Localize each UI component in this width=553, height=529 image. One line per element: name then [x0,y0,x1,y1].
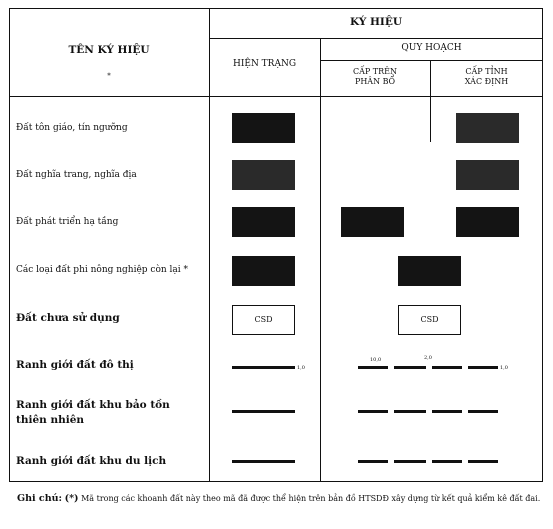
tourism-boundary-dash-4 [468,460,498,463]
urban-boundary-line-current [232,366,295,369]
swatch-infrastructure-province [456,207,519,237]
swatch-religion-current [232,113,295,143]
row-label-other-nonagri: Các loại đất phi nông nghiệp còn lại * [16,265,189,275]
urban-boundary-dash-2 [394,366,426,369]
urban-dim-b: 2,0 [424,355,432,361]
row-label-tourism-boundary: Ranh giới đất khu du lịch [16,455,167,467]
tourism-boundary-dash-1 [358,460,388,463]
header-province-line1: CẤP TỈNH [465,67,508,76]
urban-dim-current: 1,0 [297,365,305,371]
header-upper [320,67,430,87]
row-label-conservation-boundary [16,398,170,428]
tourism-boundary-dash-2 [394,460,426,463]
swatch-infrastructure-current [232,207,295,237]
urban-dim-a: 10,0 [370,357,382,363]
tourism-boundary-line-current [232,460,295,463]
row-label-conservation-line1: Ranh giới đất khu bảo tồn [16,399,170,411]
header-upper-line1: CẤP TRÊN [352,67,398,76]
footnote-text: Mã trong các khoanh đất này theo mã đã được thể hiện trên bản đồ HTSDĐ xây dựng từ kết quả kiểm kê đất đai. [81,494,541,503]
conservation-boundary-dash-1 [358,410,388,413]
row-label-conservation-line2: thiên nhiên [16,414,85,426]
footnote-prefix: Ghi chú: [17,493,63,504]
footnote-mark: (*) [64,493,79,504]
row-divider-planning [320,60,543,61]
row-divider-symbol [209,38,543,39]
urban-boundary-dash-1 [358,366,388,369]
csd-box-current: CSD [232,305,295,335]
row-label-cemetery: Đất nghĩa trang, nghĩa địa [16,170,137,180]
header-name-mark: * [107,72,111,80]
header-current: HIỆN TRẠNG [232,59,297,69]
col-divider-current [320,38,321,482]
header-province [430,67,543,87]
conservation-boundary-line-current [232,410,295,413]
swatch-religion-province [456,113,519,143]
header-name: TÊN KÝ HIỆU [68,44,150,56]
header-symbol: KÝ HIỆU [350,16,402,28]
conservation-boundary-dash-4 [468,410,498,413]
col-divider-name [209,8,210,482]
header-upper-line2: PHÂN BỔ [354,77,396,86]
swatch-infrastructure-upper [341,207,404,237]
conservation-boundary-dash-2 [394,410,426,413]
csd-box-planning: CSD [398,305,461,335]
header-planning: QUY HOẠCH [401,43,462,53]
row-label-religion: Đất tôn giáo, tín ngưỡng [16,123,128,133]
swatch-other-current [232,256,295,286]
urban-boundary-dash-4 [468,366,498,369]
swatch-cemetery-province [456,160,519,190]
tourism-boundary-dash-3 [432,460,462,463]
urban-dim-end: 1,0 [500,365,508,371]
urban-boundary-dash-3 [432,366,462,369]
footnote [17,493,540,504]
swatch-cemetery-current [232,160,295,190]
row-label-urban-boundary: Ranh giới đất đô thị [16,359,134,371]
header-province-line2: XÁC ĐỊNH [464,77,509,86]
row-label-infrastructure: Đất phát triển hạ tầng [16,217,119,227]
row-divider-header [9,96,543,97]
row-label-unused: Đất chưa sử dụng [16,312,120,324]
conservation-boundary-dash-3 [432,410,462,413]
swatch-other-planning [398,256,461,286]
